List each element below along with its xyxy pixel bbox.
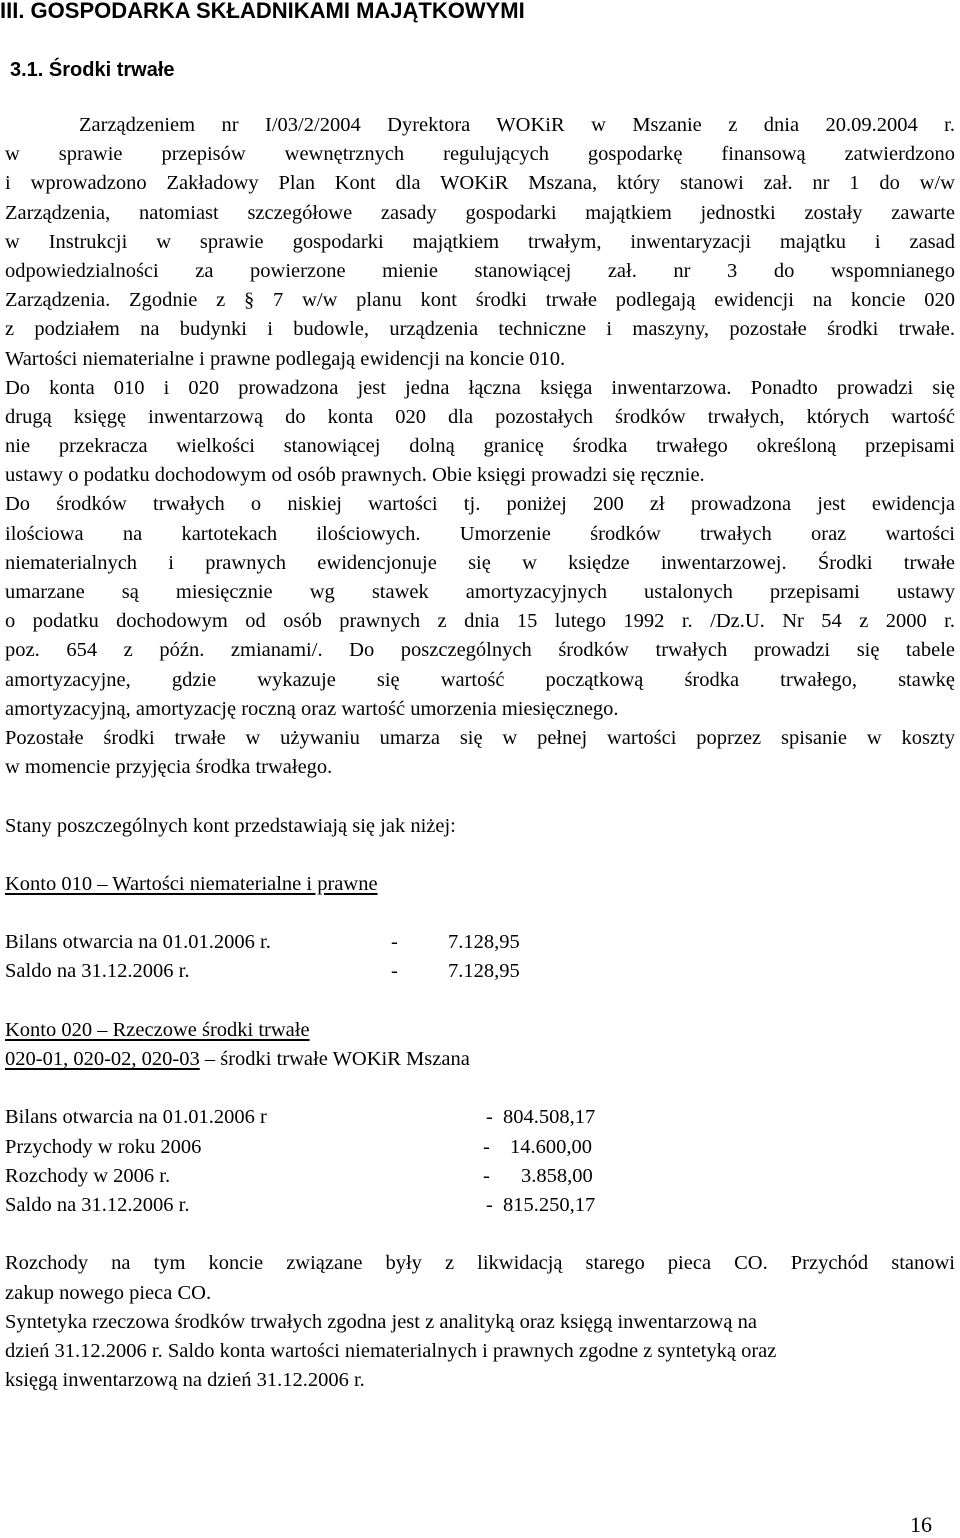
document-body bbox=[5, 111, 955, 1395]
paragraph-line: drugą księgę inwentarzową do konta 020 dla pozostałych środków trwałych, których wartość bbox=[5, 405, 955, 428]
row-dash: - bbox=[391, 931, 398, 954]
paragraph-line: o podatku dochodowym od osób prawnych z dnia 15 lutego 1992 r. /Dz.U. Nr 54 z 2000 r. bbox=[5, 610, 955, 633]
paragraph-line: z podziałem na budynki i budowle, urządzenia techniczne i maszyny, pozostałe środki trwałe. bbox=[5, 318, 955, 341]
paragraph-line: Do środków trwałych o niskiej wartości tj. poniżej 200 zł prowadzona jest ewidencja bbox=[5, 493, 955, 516]
row-value: 804.508,17 bbox=[503, 1106, 596, 1129]
paragraph-line: poz. 654 z późn. zmianami/. Do poszczególnych środków trwałych prowadzi się tabele bbox=[5, 639, 955, 662]
paragraph-line: Zarządzenia, natomiast szczegółowe zasady gospodarki majątkiem jednostki zostały zawarte bbox=[5, 201, 955, 224]
row-dash: - bbox=[391, 960, 398, 983]
paragraph-line: Zarządzeniem nr I/03/2/2004 Dyrektora WOKiR w Mszanie z dnia 20.09.2004 r. bbox=[79, 114, 955, 136]
row-label: Saldo na 31.12.2006 r. bbox=[5, 960, 190, 983]
account-010-row bbox=[5, 928, 955, 957]
paragraph-line: ustawy o podatku dochodowym od osób prawnych. Obie księgi prowadzi się ręcznie. bbox=[5, 464, 705, 487]
row-dash: - bbox=[483, 1164, 490, 1187]
subsection-heading: 3.1. Środki trwałe bbox=[10, 59, 175, 81]
paragraph-line: w Instrukcji w sprawie gospodarki majątkiem trwałym, inwentaryzacji majątku i zasad bbox=[5, 230, 955, 253]
paragraph-line: Do konta 010 i 020 prowadzona jest jedna łączna księga inwentarzowa. Ponadto prowadzi się bbox=[5, 376, 955, 399]
row-dash: - bbox=[486, 1193, 493, 1216]
paragraph-line: umarzane są miesięcznie wg stawek amortyzacyjnych ustalonych przepisami ustawy bbox=[5, 581, 955, 603]
paragraph-line: niematerialnych i prawnych ewidencjonuje się w księdze inwentarzowej. Środki trwałe bbox=[5, 551, 955, 574]
row-value: 815.250,17 bbox=[503, 1193, 596, 1216]
balances-intro: Stany poszczególnych kont przedstawiają się jak niżej: bbox=[5, 814, 456, 837]
paragraph-line: Zarządzenia. Zgodnie z § 7 w/w planu kont środki trwałe podlegają ewidencji na koncie 020 bbox=[5, 289, 955, 312]
account-020-row bbox=[5, 1191, 955, 1220]
closing-line: księgą inwentarzową na dzień 31.12.2006 r. bbox=[5, 1369, 365, 1392]
closing-line: Syntetyka rzeczowa środków trwałych zgodna jest z analityką oraz księgą inwentarzową na bbox=[5, 1310, 757, 1333]
account-020-row bbox=[5, 1162, 955, 1191]
account-020-row bbox=[5, 1133, 955, 1162]
paragraph-line: nie przekracza wielkości stanowiącej dolną granicę środka trwałego określoną przepisami bbox=[5, 435, 955, 458]
paragraph-line: amortyzacyjne, gdzie wykazuje się wartość początkową środka trwałego, stawkę bbox=[5, 668, 955, 691]
row-dash: - bbox=[486, 1106, 493, 1129]
row-value: 3.858,00 bbox=[521, 1164, 593, 1187]
row-label: Bilans otwarcia na 01.01.2006 r bbox=[5, 1106, 267, 1129]
row-value: 14.600,00 bbox=[510, 1135, 592, 1158]
account-020-subaccounts bbox=[5, 1045, 955, 1074]
paragraph-line: i wprowadzono Zakładowy Plan Kont dla WOKiR Mszana, który stanowi zał. nr 1 do w/w bbox=[5, 172, 955, 195]
account-010-title: Konto 010 – Wartości niematerialne i prawne bbox=[5, 872, 378, 895]
paragraph-line: w momencie przyjęcia środka trwałego. bbox=[5, 756, 333, 779]
row-value: 7.128,95 bbox=[448, 960, 520, 983]
paragraph-line: ilościowa na kartotekach ilościowych. Umorzenie środków trwałych oraz wartości bbox=[5, 522, 955, 545]
account-020-row bbox=[5, 1103, 955, 1132]
subaccounts-desc: – środki trwałe WOKiR Mszana bbox=[199, 1048, 470, 1070]
row-label: Przychody w roku 2006 bbox=[5, 1135, 202, 1158]
closing-line: zakup nowego pieca CO. bbox=[5, 1281, 212, 1304]
closing-line: Rozchody na tym koncie związane były z likwidacją starego pieca CO. Przychód stanowi bbox=[5, 1252, 955, 1275]
paragraph-line: Wartości niematerialne i prawne podlegają ewidencji na koncie 010. bbox=[5, 347, 566, 370]
row-dash: - bbox=[483, 1135, 490, 1158]
account-010-row bbox=[5, 957, 955, 986]
page-number: 16 bbox=[910, 1512, 932, 1537]
paragraph-line: Pozostałe środki trwałe w używaniu umarza się w pełnej wartości poprzez spisanie w koszty bbox=[5, 726, 955, 749]
closing-line: dzień 31.12.2006 r. Saldo konta wartości niematerialnych i prawnych zgodne z syntetyką oraz bbox=[5, 1339, 777, 1362]
paragraph-line: odpowiedzialności za powierzone mienie stanowiącej zał. nr 3 do wspomnianego bbox=[5, 259, 955, 282]
subaccounts-code: 020-01, 020-02, 020-03 bbox=[5, 1048, 200, 1070]
paragraph-line: amortyzacyjną, amortyzację roczną oraz wartość umorzenia miesięcznego. bbox=[5, 697, 619, 720]
account-020-title: Konto 020 – Rzeczowe środki trwałe bbox=[5, 1018, 310, 1041]
row-label: Bilans otwarcia na 01.01.2006 r. bbox=[5, 931, 271, 954]
section-heading: III. GOSPODARKA SKŁADNIKAMI MAJĄTKOWYMI bbox=[0, 0, 525, 23]
paragraph-line: w sprawie przepisów wewnętrznych regulujących gospodarkę finansową zatwierdzono bbox=[5, 143, 955, 166]
row-value: 7.128,95 bbox=[448, 931, 520, 954]
row-label: Rozchody w 2006 r. bbox=[5, 1164, 171, 1187]
row-label: Saldo na 31.12.2006 r. bbox=[5, 1193, 190, 1216]
